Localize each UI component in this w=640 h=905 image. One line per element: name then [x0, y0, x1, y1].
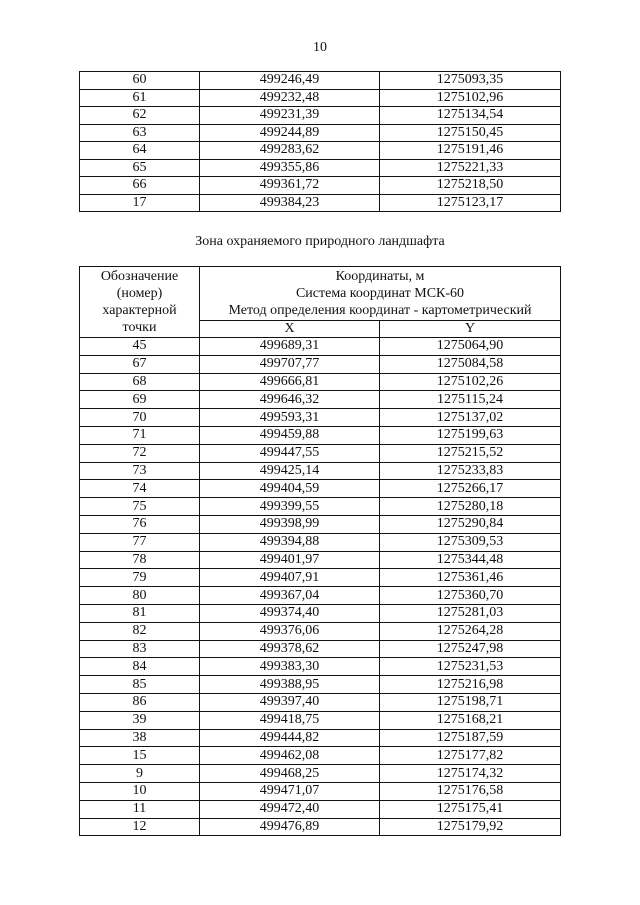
table-row: [80, 693, 561, 711]
table-row: [80, 159, 561, 177]
table-row: [80, 177, 561, 195]
point-number-cell: 64: [80, 142, 200, 160]
point-number-cell: 11: [80, 800, 200, 818]
coordinates-table-continued: [79, 71, 561, 212]
y-coordinate-cell: 1275309,53: [380, 533, 561, 551]
y-coordinate-cell: 1275179,92: [380, 818, 561, 836]
coordinates-header: [200, 267, 561, 321]
point-number-cell: 39: [80, 711, 200, 729]
x-coordinate-cell: 499468,25: [200, 765, 380, 783]
point-number-cell: 70: [80, 409, 200, 427]
point-number-cell: 82: [80, 622, 200, 640]
y-coordinate-cell: 1275281,03: [380, 604, 561, 622]
y-coordinate-cell: 1275344,48: [380, 551, 561, 569]
table-row: [80, 373, 561, 391]
y-coordinate-cell: 1275084,58: [380, 355, 561, 373]
table-row: [80, 640, 561, 658]
x-coordinate-cell: 499444,82: [200, 729, 380, 747]
point-number-cell: 60: [80, 72, 200, 90]
point-number-cell: 86: [80, 693, 200, 711]
x-coordinate-cell: 499231,39: [200, 107, 380, 125]
x-coordinate-cell: 499384,23: [200, 194, 380, 212]
x-coordinate-cell: 499418,75: [200, 711, 380, 729]
point-number-cell: 83: [80, 640, 200, 658]
point-number-cell: 17: [80, 194, 200, 212]
y-coordinate-cell: 1275233,83: [380, 462, 561, 480]
point-number-cell: 84: [80, 658, 200, 676]
y-coordinate-cell: 1275266,17: [380, 480, 561, 498]
point-number-cell: 79: [80, 569, 200, 587]
table-row: [80, 587, 561, 605]
point-number-cell: 76: [80, 515, 200, 533]
zone-title: Зона охраняемого природного ландшафта: [195, 234, 445, 249]
point-header-line: Обозначение: [100, 269, 179, 284]
point-number-cell: 38: [80, 729, 200, 747]
x-coordinate-cell: 499404,59: [200, 480, 380, 498]
x-coordinate-cell: 499244,89: [200, 124, 380, 142]
y-coordinate-cell: 1275280,18: [380, 498, 561, 516]
x-coordinate-cell: 499398,99: [200, 515, 380, 533]
table-row: [80, 782, 561, 800]
y-coordinate-cell: 1275134,54: [380, 107, 561, 125]
y-coordinate-cell: 1275221,33: [380, 159, 561, 177]
table-row: [80, 72, 561, 90]
x-coordinate-cell: 499476,89: [200, 818, 380, 836]
y-coordinate-cell: 1275176,58: [380, 782, 561, 800]
table-row: [80, 711, 561, 729]
x-coordinate-cell: 499376,06: [200, 622, 380, 640]
x-coordinate-cell: 499689,31: [200, 338, 380, 356]
point-number-cell: 85: [80, 676, 200, 694]
x-coordinate-cell: 499399,55: [200, 498, 380, 516]
table-row: [80, 480, 561, 498]
table-row: [80, 622, 561, 640]
table-row: [80, 676, 561, 694]
point-number-cell: 68: [80, 373, 200, 391]
table-row: [80, 765, 561, 783]
x-coordinate-cell: 499425,14: [200, 462, 380, 480]
table-row: [80, 658, 561, 676]
point-number-cell: 72: [80, 444, 200, 462]
table-row: [80, 604, 561, 622]
point-header-line: точки: [122, 320, 157, 335]
point-number-cell: 75: [80, 498, 200, 516]
coords-header-line: Метод определения координат - картометрический: [228, 303, 532, 318]
x-coordinate-cell: 499447,55: [200, 444, 380, 462]
x-coordinate-cell: 499374,40: [200, 604, 380, 622]
table-row: [80, 569, 561, 587]
x-coordinate-cell: 499401,97: [200, 551, 380, 569]
coords-header-line: Координаты, м: [335, 269, 425, 284]
x-coordinate-cell: 499593,31: [200, 409, 380, 427]
y-column-header: Y: [380, 321, 561, 338]
y-coordinate-cell: 1275187,59: [380, 729, 561, 747]
page-number: 10: [313, 40, 327, 55]
table-row: [80, 142, 561, 160]
x-coordinate-cell: 499355,86: [200, 159, 380, 177]
point-number-header: [80, 267, 200, 338]
x-coordinate-cell: 499367,04: [200, 587, 380, 605]
y-coordinate-cell: 1275198,71: [380, 693, 561, 711]
table-row: [80, 89, 561, 107]
y-coordinate-cell: 1275137,02: [380, 409, 561, 427]
coords-header-line: Система координат МСК-60: [295, 286, 465, 301]
table-row: [80, 747, 561, 765]
x-coordinate-cell: 499361,72: [200, 177, 380, 195]
x-coordinate-cell: 499646,32: [200, 391, 380, 409]
x-coordinate-cell: 499462,08: [200, 747, 380, 765]
y-coordinate-cell: 1275168,21: [380, 711, 561, 729]
y-coordinate-cell: 1275123,17: [380, 194, 561, 212]
y-coordinate-cell: 1275150,45: [380, 124, 561, 142]
point-number-cell: 71: [80, 426, 200, 444]
y-coordinate-cell: 1275360,70: [380, 587, 561, 605]
x-coordinate-cell: 499707,77: [200, 355, 380, 373]
point-number-cell: 45: [80, 338, 200, 356]
table-row: [80, 551, 561, 569]
x-coordinate-cell: 499407,91: [200, 569, 380, 587]
table-row: [80, 124, 561, 142]
point-number-cell: 69: [80, 391, 200, 409]
y-coordinate-cell: 1275231,53: [380, 658, 561, 676]
point-number-cell: 74: [80, 480, 200, 498]
point-header-line: (номер): [116, 286, 163, 301]
x-coordinate-cell: 499388,95: [200, 676, 380, 694]
point-number-cell: 10: [80, 782, 200, 800]
y-coordinate-cell: 1275064,90: [380, 338, 561, 356]
x-coordinate-cell: 499383,30: [200, 658, 380, 676]
point-number-cell: 9: [80, 765, 200, 783]
point-number-cell: 63: [80, 124, 200, 142]
y-coordinate-cell: 1275093,35: [380, 72, 561, 90]
y-coordinate-cell: 1275191,46: [380, 142, 561, 160]
y-coordinate-cell: 1275175,41: [380, 800, 561, 818]
x-coordinate-cell: 499394,88: [200, 533, 380, 551]
table-row: [80, 800, 561, 818]
point-number-cell: 61: [80, 89, 200, 107]
point-number-cell: 67: [80, 355, 200, 373]
y-coordinate-cell: 1275247,98: [380, 640, 561, 658]
x-coordinate-cell: 499666,81: [200, 373, 380, 391]
table-row: [80, 409, 561, 427]
y-coordinate-cell: 1275199,63: [380, 426, 561, 444]
point-number-cell: 62: [80, 107, 200, 125]
x-coordinate-cell: 499397,40: [200, 693, 380, 711]
x-coordinate-cell: 499283,62: [200, 142, 380, 160]
y-coordinate-cell: 1275290,84: [380, 515, 561, 533]
y-coordinate-cell: 1275102,26: [380, 373, 561, 391]
point-number-cell: 80: [80, 587, 200, 605]
y-coordinate-cell: 1275216,98: [380, 676, 561, 694]
y-coordinate-cell: 1275361,46: [380, 569, 561, 587]
x-coordinate-cell: 499472,40: [200, 800, 380, 818]
x-coordinate-cell: 499246,49: [200, 72, 380, 90]
point-number-cell: 66: [80, 177, 200, 195]
x-column-header: X: [200, 321, 380, 338]
y-coordinate-cell: 1275115,24: [380, 391, 561, 409]
table-row: [80, 533, 561, 551]
point-number-cell: 78: [80, 551, 200, 569]
table-row: [80, 391, 561, 409]
y-coordinate-cell: 1275102,96: [380, 89, 561, 107]
y-coordinate-cell: 1275218,50: [380, 177, 561, 195]
x-coordinate-cell: 499471,07: [200, 782, 380, 800]
x-coordinate-cell: 499232,48: [200, 89, 380, 107]
table-row: [80, 462, 561, 480]
table-row: [80, 515, 561, 533]
y-coordinate-cell: 1275264,28: [380, 622, 561, 640]
table-row: [80, 426, 561, 444]
x-coordinate-cell: 499459,88: [200, 426, 380, 444]
point-number-cell: 65: [80, 159, 200, 177]
y-coordinate-cell: 1275215,52: [380, 444, 561, 462]
table-row: [80, 355, 561, 373]
point-number-cell: 12: [80, 818, 200, 836]
point-header-line: характерной: [102, 303, 177, 318]
landscape-zone-coordinates-table: [79, 266, 561, 836]
point-number-cell: 15: [80, 747, 200, 765]
point-number-cell: 81: [80, 604, 200, 622]
table-row: [80, 338, 561, 356]
y-coordinate-cell: 1275177,82: [380, 747, 561, 765]
y-coordinate-cell: 1275174,32: [380, 765, 561, 783]
point-number-cell: 77: [80, 533, 200, 551]
table-row: [80, 818, 561, 836]
table-row: [80, 444, 561, 462]
table-row: [80, 194, 561, 212]
table-row: [80, 107, 561, 125]
table-row: [80, 729, 561, 747]
point-number-cell: 73: [80, 462, 200, 480]
table-row: [80, 498, 561, 516]
x-coordinate-cell: 499378,62: [200, 640, 380, 658]
